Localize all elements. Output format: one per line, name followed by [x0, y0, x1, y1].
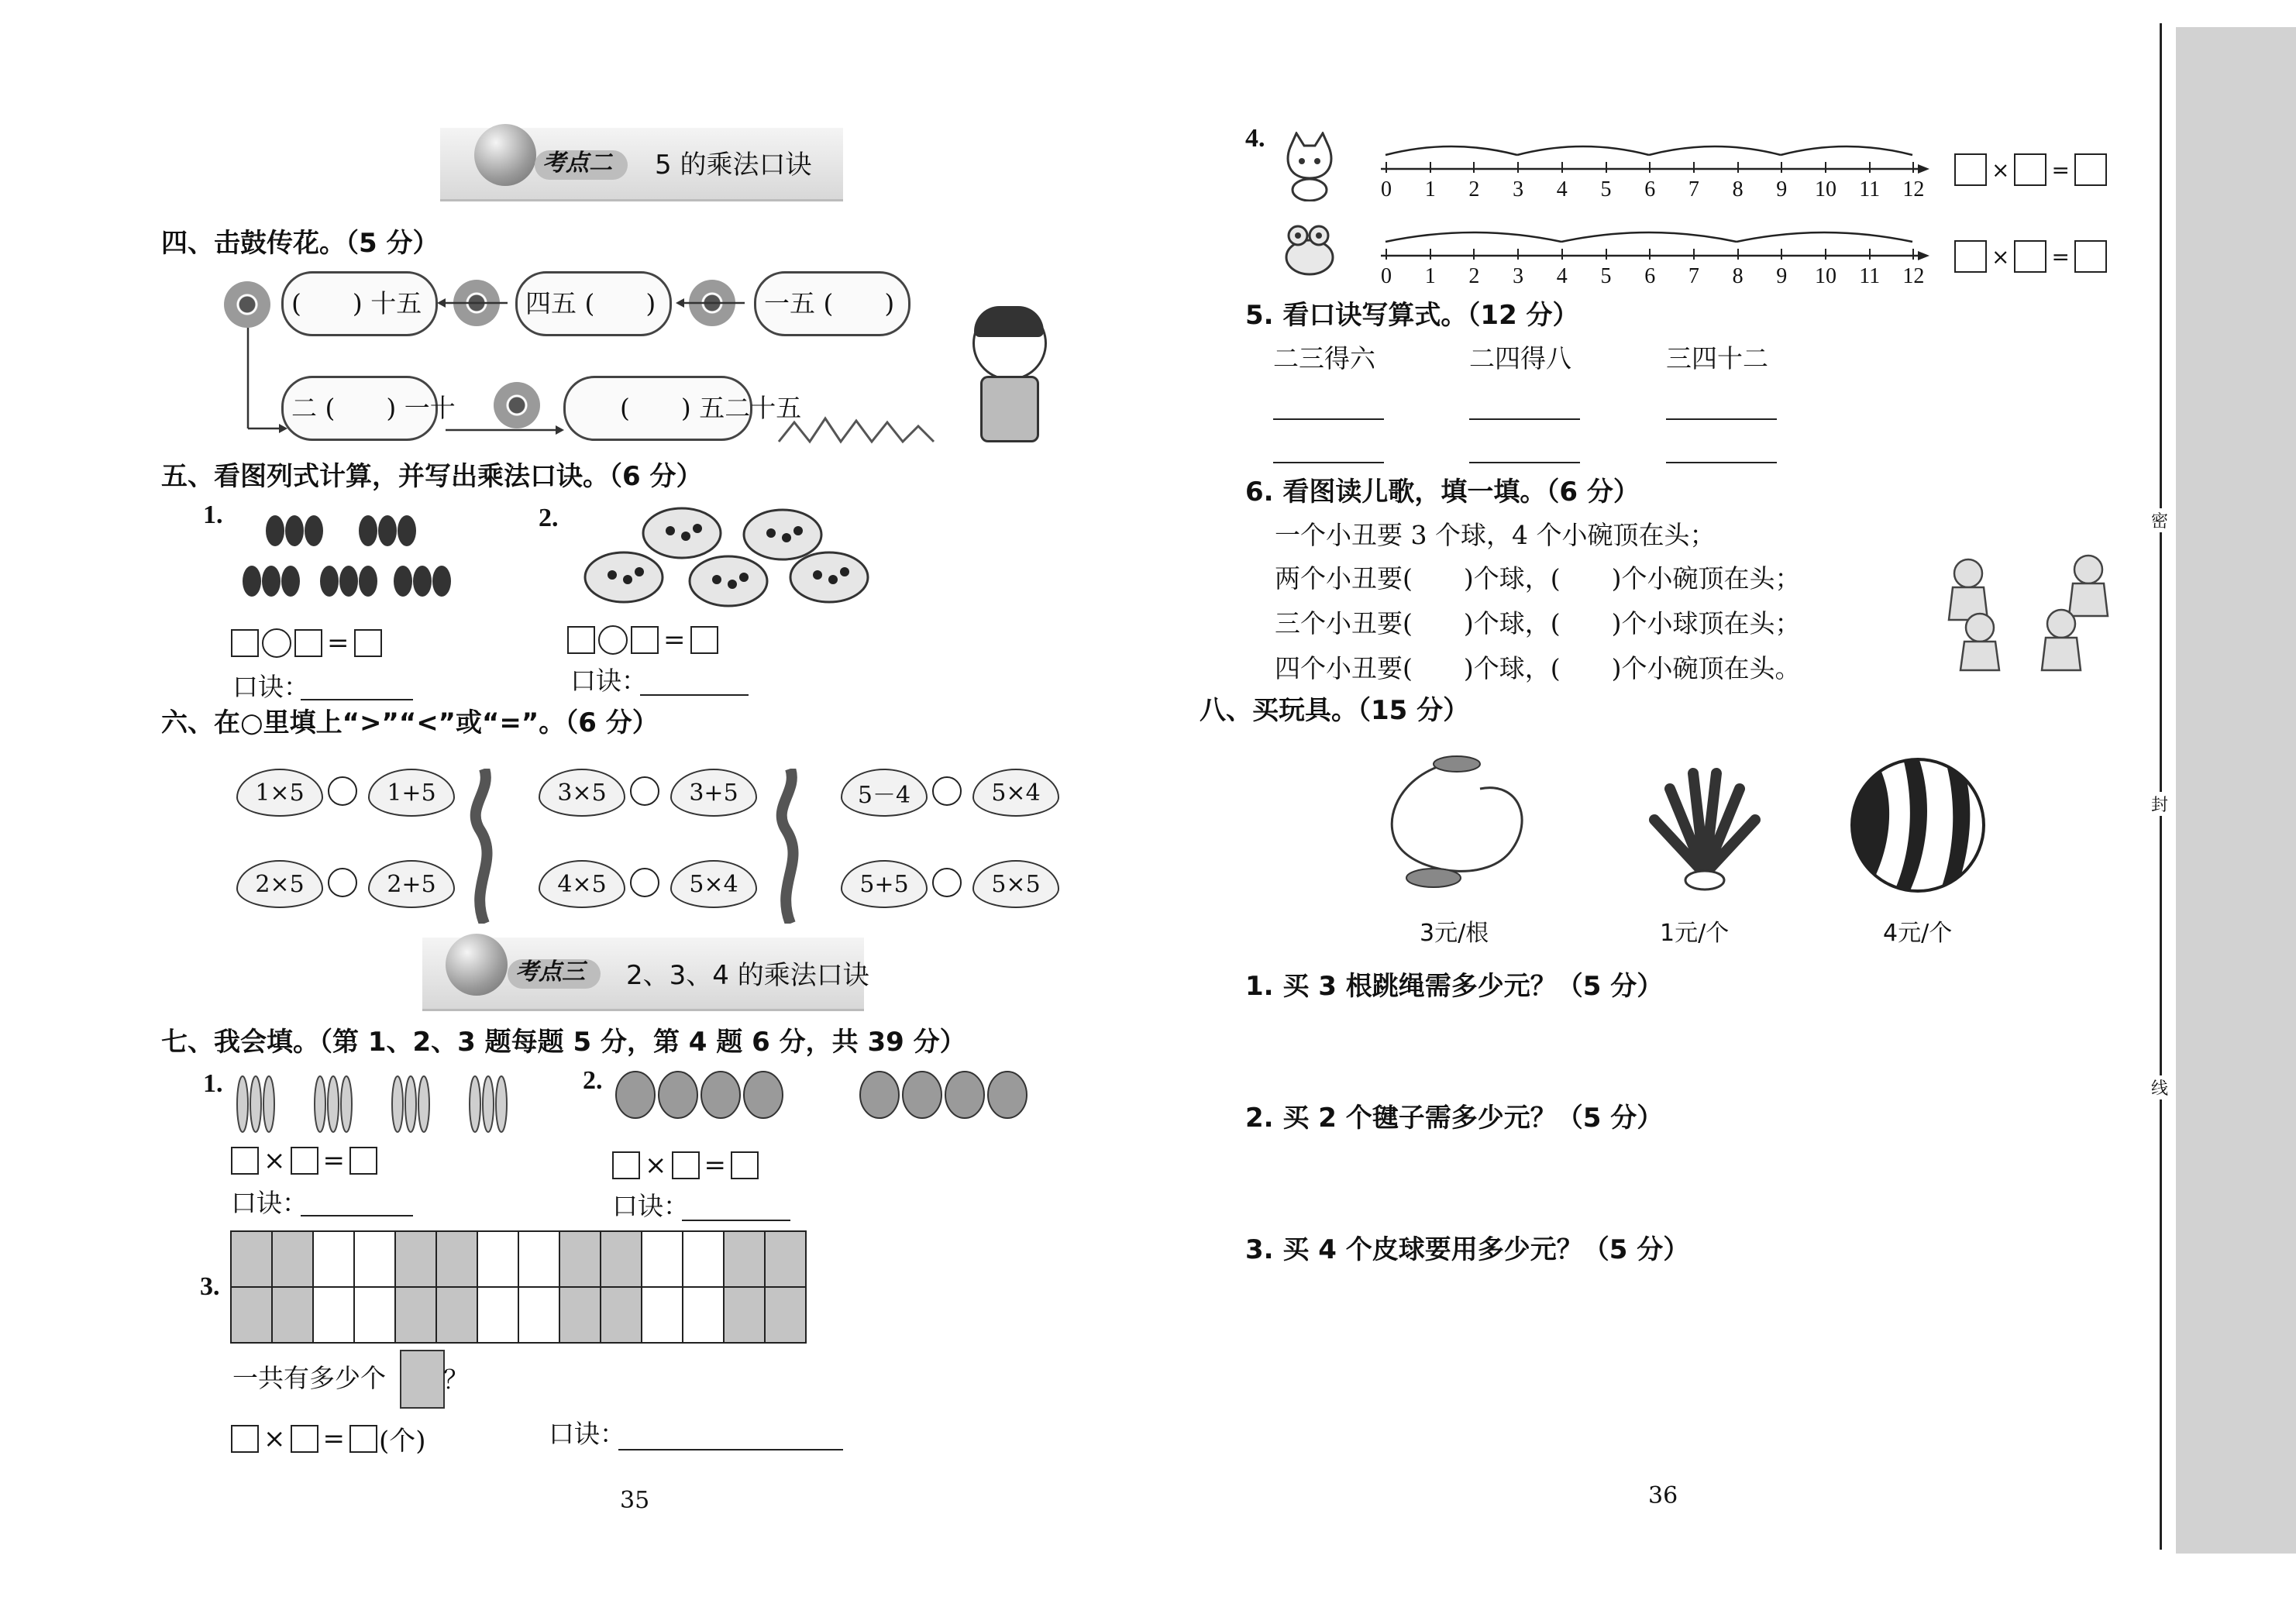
shaded-square-icon — [400, 1350, 445, 1409]
answer-line[interactable] — [1469, 418, 1580, 420]
drum-1: ( ) 十五 — [281, 271, 438, 336]
rq5-phrase-2: 二四得八 — [1469, 343, 1571, 373]
tick-label: 2 — [1468, 264, 1480, 288]
tick-mark — [1781, 162, 1782, 173]
tick-mark — [1473, 162, 1475, 173]
drum-3: 一五 ( ) — [754, 271, 910, 336]
rq8-question-1: 1. 买 3 根跳绳需多少元？（5 分） — [1245, 971, 1664, 1002]
rq4-equation-2: × = — [1954, 240, 2107, 273]
fish-right: 5×4 — [670, 860, 757, 908]
tick-mark — [1561, 249, 1563, 260]
tick-mark — [1693, 162, 1695, 173]
tick-label: 8 — [1732, 177, 1744, 201]
price-shuttlecock: 1元/个 — [1660, 920, 1730, 947]
answer-line[interactable] — [1273, 462, 1384, 463]
tick-label: 0 — [1381, 264, 1392, 288]
page-number-right: 36 — [1648, 1482, 1678, 1509]
fish-left: 2×5 — [236, 860, 323, 908]
tick-mark — [1737, 249, 1739, 260]
fish-compare-area — [221, 745, 1073, 924]
fish-left: 5－4 — [841, 769, 928, 817]
compare-circle[interactable] — [932, 776, 962, 806]
drum-4: 二 ( ) 一十 — [281, 376, 438, 441]
tick-label: 10 — [1815, 177, 1836, 201]
answer-box[interactable] — [231, 629, 259, 657]
compare-circle[interactable] — [328, 868, 357, 897]
frog-illustration — [1279, 219, 1341, 280]
answer-box[interactable] — [612, 1151, 640, 1179]
drum-5: ( ) 五二十五 — [563, 376, 752, 441]
rq5-phrase-1: 二三得六 — [1273, 343, 1375, 373]
answer-line[interactable] — [1273, 418, 1384, 420]
answer-line[interactable] — [301, 699, 413, 700]
q7-item3-label: 3. — [200, 1272, 220, 1301]
q7-item1-equation: × = — [231, 1145, 377, 1176]
smiley-ball-icon — [446, 934, 508, 996]
q5-item2-koujue: 口诀： — [570, 666, 647, 696]
answer-line[interactable] — [1666, 418, 1777, 420]
answer-line[interactable] — [618, 1449, 843, 1450]
operator-circle[interactable] — [262, 628, 291, 658]
tick-label: 9 — [1776, 264, 1788, 288]
price-jump-rope: 3元/根 — [1420, 920, 1489, 947]
section-badge-label: 考点三 — [515, 958, 585, 986]
clowns-illustration — [1922, 527, 2139, 674]
tick-label: 1 — [1424, 177, 1436, 201]
answer-box[interactable] — [2014, 240, 2046, 273]
answer-box[interactable] — [2014, 153, 2046, 186]
tick-mark — [1825, 249, 1826, 260]
q7-item3-koujue: 口诀： — [549, 1419, 625, 1449]
ant-bowls-illustration — [566, 504, 876, 612]
question-4-title: 四、击鼓传花。（5 分） — [161, 228, 439, 259]
q5-item2-label: 2. — [539, 504, 559, 532]
compare-circle[interactable] — [932, 868, 962, 897]
answer-line[interactable] — [682, 1220, 790, 1221]
q7-item3-equation: × = (个) — [231, 1419, 431, 1457]
shuttlecock-icon — [1639, 758, 1771, 897]
answer-box[interactable] — [294, 629, 322, 657]
rq4-label: 4. — [1245, 124, 1265, 153]
tick-label: 3 — [1513, 264, 1524, 288]
drum-scene — [221, 267, 1072, 446]
rq6-title: 6. 看图读儿歌，填一填。（6 分） — [1245, 477, 1640, 508]
rq6-line-2: 两个小丑要( )个球，( )个小碗顶在头； — [1275, 563, 1801, 594]
section-title: 2、3、4 的乘法口诀 — [626, 960, 869, 991]
rq8-question-3: 3. 买 4 个皮球要用多少元？（5 分） — [1245, 1234, 1690, 1265]
q7-item2-label: 2. — [583, 1066, 603, 1095]
q7-item3-question-pre: 一共有多少个 — [232, 1363, 386, 1393]
tick-mark — [1912, 162, 1914, 173]
tick-mark — [1430, 162, 1431, 173]
tick-mark — [1606, 249, 1607, 260]
fish-left: 4×5 — [539, 860, 625, 908]
jump-rope-icon — [1379, 750, 1542, 897]
tick-mark — [1825, 162, 1826, 173]
tick-label: 5 — [1600, 177, 1612, 201]
candy-illustration — [229, 504, 453, 612]
rq6-line-3: 三个小丑要( )个球，( )个小球顶在头； — [1275, 608, 1801, 638]
tick-label: 12 — [1902, 264, 1925, 288]
smiley-ball-icon — [474, 124, 536, 186]
compare-circle[interactable] — [630, 868, 659, 897]
answer-line[interactable] — [640, 694, 749, 696]
answer-box[interactable] — [631, 626, 659, 654]
section-badge-label: 考点二 — [542, 150, 612, 177]
balloon-illustration — [612, 1068, 1038, 1137]
answer-box[interactable] — [231, 1147, 259, 1175]
beach-ball-icon — [1844, 752, 1991, 899]
answer-box[interactable] — [567, 626, 595, 654]
q7-item1-koujue: 口诀： — [231, 1188, 308, 1218]
seaweed-icon — [461, 769, 508, 924]
rq5-phrase-3: 三四十二 — [1666, 343, 1768, 373]
tick-mark — [1693, 249, 1695, 260]
binding-char-1: 密 — [2151, 508, 2168, 532]
question-5-title: 五、看图列式计算，并写出乘法口诀。（6 分） — [161, 461, 703, 492]
binding-char-2: 封 — [2151, 792, 2168, 816]
tick-label: 4 — [1556, 264, 1568, 288]
answer-box[interactable] — [2074, 153, 2107, 186]
q7-item3-question-post: ？ — [443, 1364, 469, 1395]
tick-label: 4 — [1556, 177, 1568, 201]
answer-line[interactable] — [1666, 462, 1777, 463]
cat-illustration — [1282, 132, 1337, 201]
rq4-equation-1: × = — [1954, 153, 2107, 186]
answer-box[interactable] — [731, 1151, 759, 1179]
rq8-title: 八、买玩具。（15 分） — [1200, 695, 1470, 726]
fish-right: 3+5 — [670, 769, 757, 817]
q5-item1-equation: = — [231, 628, 382, 659]
tick-label: 1 — [1424, 264, 1436, 288]
answer-line[interactable] — [301, 1215, 413, 1216]
tick-label: 0 — [1381, 177, 1392, 201]
tick-mark — [1606, 162, 1607, 173]
seaweed-icon — [767, 769, 814, 924]
tick-label: 7 — [1688, 264, 1699, 288]
toys-panel — [1372, 742, 2009, 953]
tick-label: 12 — [1902, 177, 1925, 201]
answer-box[interactable] — [1954, 153, 1987, 186]
tick-mark — [1869, 162, 1871, 173]
page-number-left: 35 — [620, 1487, 650, 1514]
boy-illustration — [957, 306, 1050, 438]
answer-box[interactable] — [1954, 240, 1987, 273]
question-7-title: 七、我会填。（第 1、2、3 题每题 5 分，第 4 题 6 分，共 39 分） — [161, 1027, 966, 1058]
tick-mark — [1430, 249, 1431, 260]
fish-right: 5×4 — [972, 769, 1059, 817]
tick-mark — [1473, 249, 1475, 260]
tick-label: 6 — [1644, 177, 1656, 201]
q7-item1-label: 1. — [203, 1069, 223, 1098]
answer-box[interactable] — [672, 1151, 700, 1179]
answer-box[interactable] — [291, 1425, 318, 1453]
tick-mark — [1869, 249, 1871, 260]
operator-circle[interactable] — [598, 625, 628, 655]
drum-2: 四五 ( ) — [515, 271, 672, 336]
fish-left: 5+5 — [841, 860, 928, 908]
compare-circle[interactable] — [630, 776, 659, 806]
answer-box[interactable] — [2074, 240, 2107, 273]
q7-item2-koujue: 口诀： — [612, 1191, 689, 1221]
fish-left: 1×5 — [236, 769, 323, 817]
tick-mark — [1561, 162, 1563, 173]
fish-right: 1+5 — [368, 769, 455, 817]
tick-label: 10 — [1815, 264, 1836, 288]
tick-label: 7 — [1688, 177, 1699, 201]
q7-item2-equation: × = — [612, 1150, 759, 1181]
question-6-title: 六、在○里填上“>”“<”或“=”。（6 分） — [161, 707, 659, 738]
answer-box[interactable] — [231, 1425, 259, 1453]
tick-mark — [1737, 162, 1739, 173]
tick-label: 6 — [1644, 264, 1656, 288]
tick-label: 9 — [1776, 177, 1788, 201]
compare-circle[interactable] — [328, 776, 357, 806]
tick-mark — [1517, 249, 1519, 260]
answer-box[interactable] — [349, 1147, 377, 1175]
arrow-lines — [221, 267, 1072, 446]
answer-box[interactable] — [349, 1425, 377, 1453]
answer-line[interactable] — [1469, 462, 1580, 463]
tick-mark — [1781, 249, 1782, 260]
tick-mark — [1649, 162, 1651, 173]
tick-label: 5 — [1600, 264, 1612, 288]
tick-mark — [1649, 249, 1651, 260]
tick-label: 8 — [1732, 264, 1744, 288]
price-ball: 4元/个 — [1883, 920, 1953, 947]
q5-item1-koujue: 口诀： — [232, 672, 309, 702]
rq8-question-2: 2. 买 2 个毽子需多少元？（5 分） — [1245, 1103, 1664, 1134]
tick-label: 11 — [1859, 264, 1881, 288]
tick-label: 3 — [1513, 177, 1524, 201]
tick-mark — [1912, 249, 1914, 260]
fish-right: 5×5 — [972, 860, 1059, 908]
rq6-line-4: 四个小丑要( )个球，( )个小碗顶在头。 — [1275, 653, 1801, 683]
number-line-ticks-1 — [1372, 167, 1929, 201]
tick-label: 11 — [1859, 177, 1881, 201]
binding-char-3: 线 — [2151, 1075, 2168, 1099]
shaded-grid — [230, 1230, 807, 1344]
rq6-line-1: 一个小丑要 3 个球，4 个小碗顶在头； — [1275, 520, 1716, 550]
tick-label: 2 — [1468, 177, 1480, 201]
binding-line — [2160, 23, 2162, 1550]
answer-box[interactable] — [354, 629, 382, 657]
corn-illustration — [231, 1073, 525, 1135]
number-line-ticks-2 — [1372, 253, 1929, 288]
binding-margin — [2176, 27, 2296, 1554]
tick-mark — [1386, 249, 1387, 260]
fish-left: 3×5 — [539, 769, 625, 817]
answer-box[interactable] — [690, 626, 718, 654]
q5-item2-equation: = — [567, 625, 718, 656]
q5-item1-label: 1. — [203, 501, 223, 529]
rq5-title: 5. 看口诀写算式。（12 分） — [1245, 300, 1579, 331]
tick-mark — [1517, 162, 1519, 173]
tick-mark — [1386, 162, 1387, 173]
fish-right: 2+5 — [368, 860, 455, 908]
answer-box[interactable] — [291, 1147, 318, 1175]
section-title: 5 的乘法口诀 — [655, 150, 812, 181]
